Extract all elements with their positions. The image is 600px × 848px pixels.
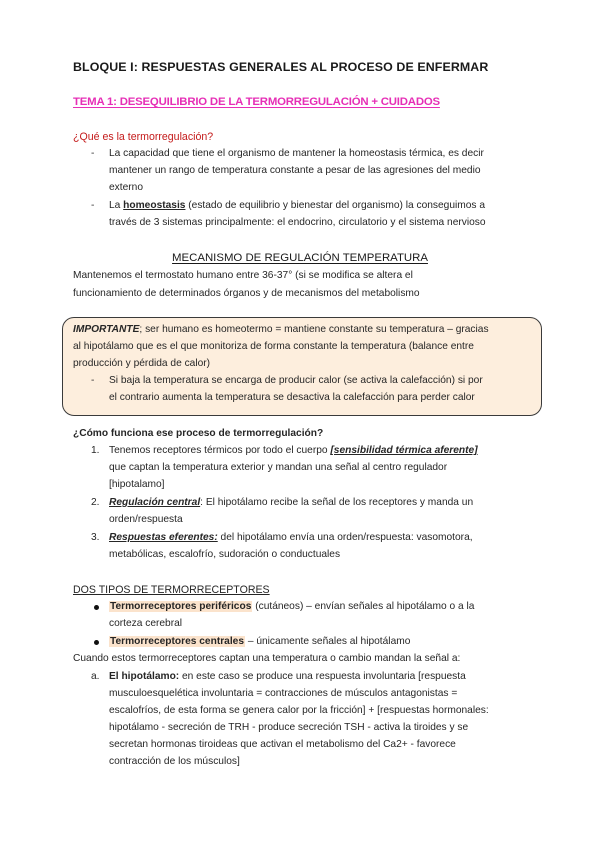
types-after-line: Cuando estos termorreceptores captan una temperatura o cambio mandan la señal a: [73,653,461,664]
q2-item1-line2: que captan la temperatura exterior y mandan una señal al centro regulador [109,462,448,473]
central-receptors-term: Termorreceptores centrales [110,636,245,647]
q1-bullet1-line3: externo [109,182,143,193]
q2-item3-line2: metabólicas, escalofrío, sudoración o conductuales [109,549,341,560]
peripheral-receptors-term: Termorreceptores periféricos [110,601,252,612]
important-line3: producción y pérdida de calor) [73,358,211,369]
dash-marker: - [91,375,95,386]
important-bullet-line1: Si baja la temperatura se encarga de producir calor (se activa la calefacción) si por [109,375,483,386]
question-what-is-thermoregulation: ¿Qué es la termorregulación? [73,131,214,143]
question-how-it-works: ¿Cómo funciona ese proceso de termorregulación? [73,428,324,439]
list-number-2: 2. [91,497,100,508]
list-number-3: 3. [91,532,100,543]
thermoreceptor-types-heading: DOS TIPOS DE TERMORRECEPTORES [73,584,270,596]
types-a-line5: secretan hormonas tiroideas que activan el metabolismo del Ca2+ - favorece [109,739,456,750]
q1-bullet2-line2: través de 3 sistemas principalmente: el endocrino, circulatorio y el sistema nervioso [109,217,486,228]
q2-item3-line1: Respuestas eferentes: del hipotálamo envía una orden/respuesta: vasomotora, [109,532,473,543]
dash-marker: - [91,148,95,159]
important-bullet-line2: el contrario aumenta la temperatura se desactiva la calefacción para perder calor [109,392,475,403]
types-bullet1-line1: Termorreceptores periféricos (cutáneos) – envían señales al hipotálamo o a la [110,601,475,612]
mechanism-line2: funcionamiento de determinados órganos y de mecanismos del metabolismo [73,288,420,299]
efferent-responses-term: Respuestas eferentes: [109,532,218,543]
homeostasis-term: homeostasis [123,200,186,211]
important-line1: IMPORTANTE; ser humano es homeotermo = mantiene constante su temperatura – gracias [73,324,489,335]
q1-bullet1-line1: La capacidad que tiene el organismo de mantener la homeostasis térmica, es decir [109,148,484,159]
q1-bullet1-line2: mantener un rango de temperatura constante a pesar de las agresiones del medio [109,165,481,176]
types-a-line2: musculoesquelética involuntaria = contracciones de músculos antagonistas = [109,688,458,699]
mechanism-line1: Mantenemos el termostato humano entre 36-37° (si se modifica se altera el [73,270,413,281]
types-a-line3: escalofríos, de esta forma se genera calor por la fricción] + [respuestas hormonales: [109,705,489,716]
q2-item2-line2: orden/respuesta [109,514,183,525]
important-line2: al hipotálamo que es el que monitoriza de forma constante la temperatura (balance entre [73,341,474,352]
central-regulation-term: Regulación central [109,497,201,508]
dash-marker: - [91,200,95,211]
list-number-1: 1. [91,445,100,456]
q2-item1-line3: [hipotalamo] [109,479,165,490]
important-label: IMPORTANTE [73,324,140,335]
q1-bullet2-line1: La homeostasis (estado de equilibrio y bienestar del organismo) la conseguimos a [109,200,486,211]
types-a-line6: contracción de los músculos] [109,756,240,767]
types-bullet2-line1: Termorreceptores centrales – únicamente señales al hipotálamo [110,636,411,647]
bullet-dot [94,605,99,610]
list-letter-a: a. [91,671,100,682]
q2-item1-line1: Tenemos receptores térmicos por todo el cuerpo [sensibilidad térmica aferente] [109,445,478,456]
bullet-dot [94,640,99,645]
block-heading: BLOQUE I: RESPUESTAS GENERALES AL PROCESO DE ENFERMAR [73,60,489,74]
hypothalamus-term: El hipotálamo: [109,671,180,682]
types-a-line1: El hipotálamo: en este caso se produce una respuesta involuntaria [respuesta [109,671,466,682]
mechanism-heading: MECANISMO DE REGULACIÓN TEMPERATURA [172,252,428,264]
afferent-sensitivity-term: [sensibilidad térmica aferente] [330,445,478,456]
types-bullet1-line2: corteza cerebral [109,618,183,629]
types-a-line4: hipotálamo - secreción de TRH - produce secreción TSH - activa la tiroides y se [109,722,469,733]
topic-heading: TEMA 1: DESEQUILIBRIO DE LA TERMORREGULACIÓN + CUIDADOS [73,96,440,108]
q2-item2-line1: Regulación central: El hipotálamo recibe la señal de los receptores y manda un [109,497,474,508]
